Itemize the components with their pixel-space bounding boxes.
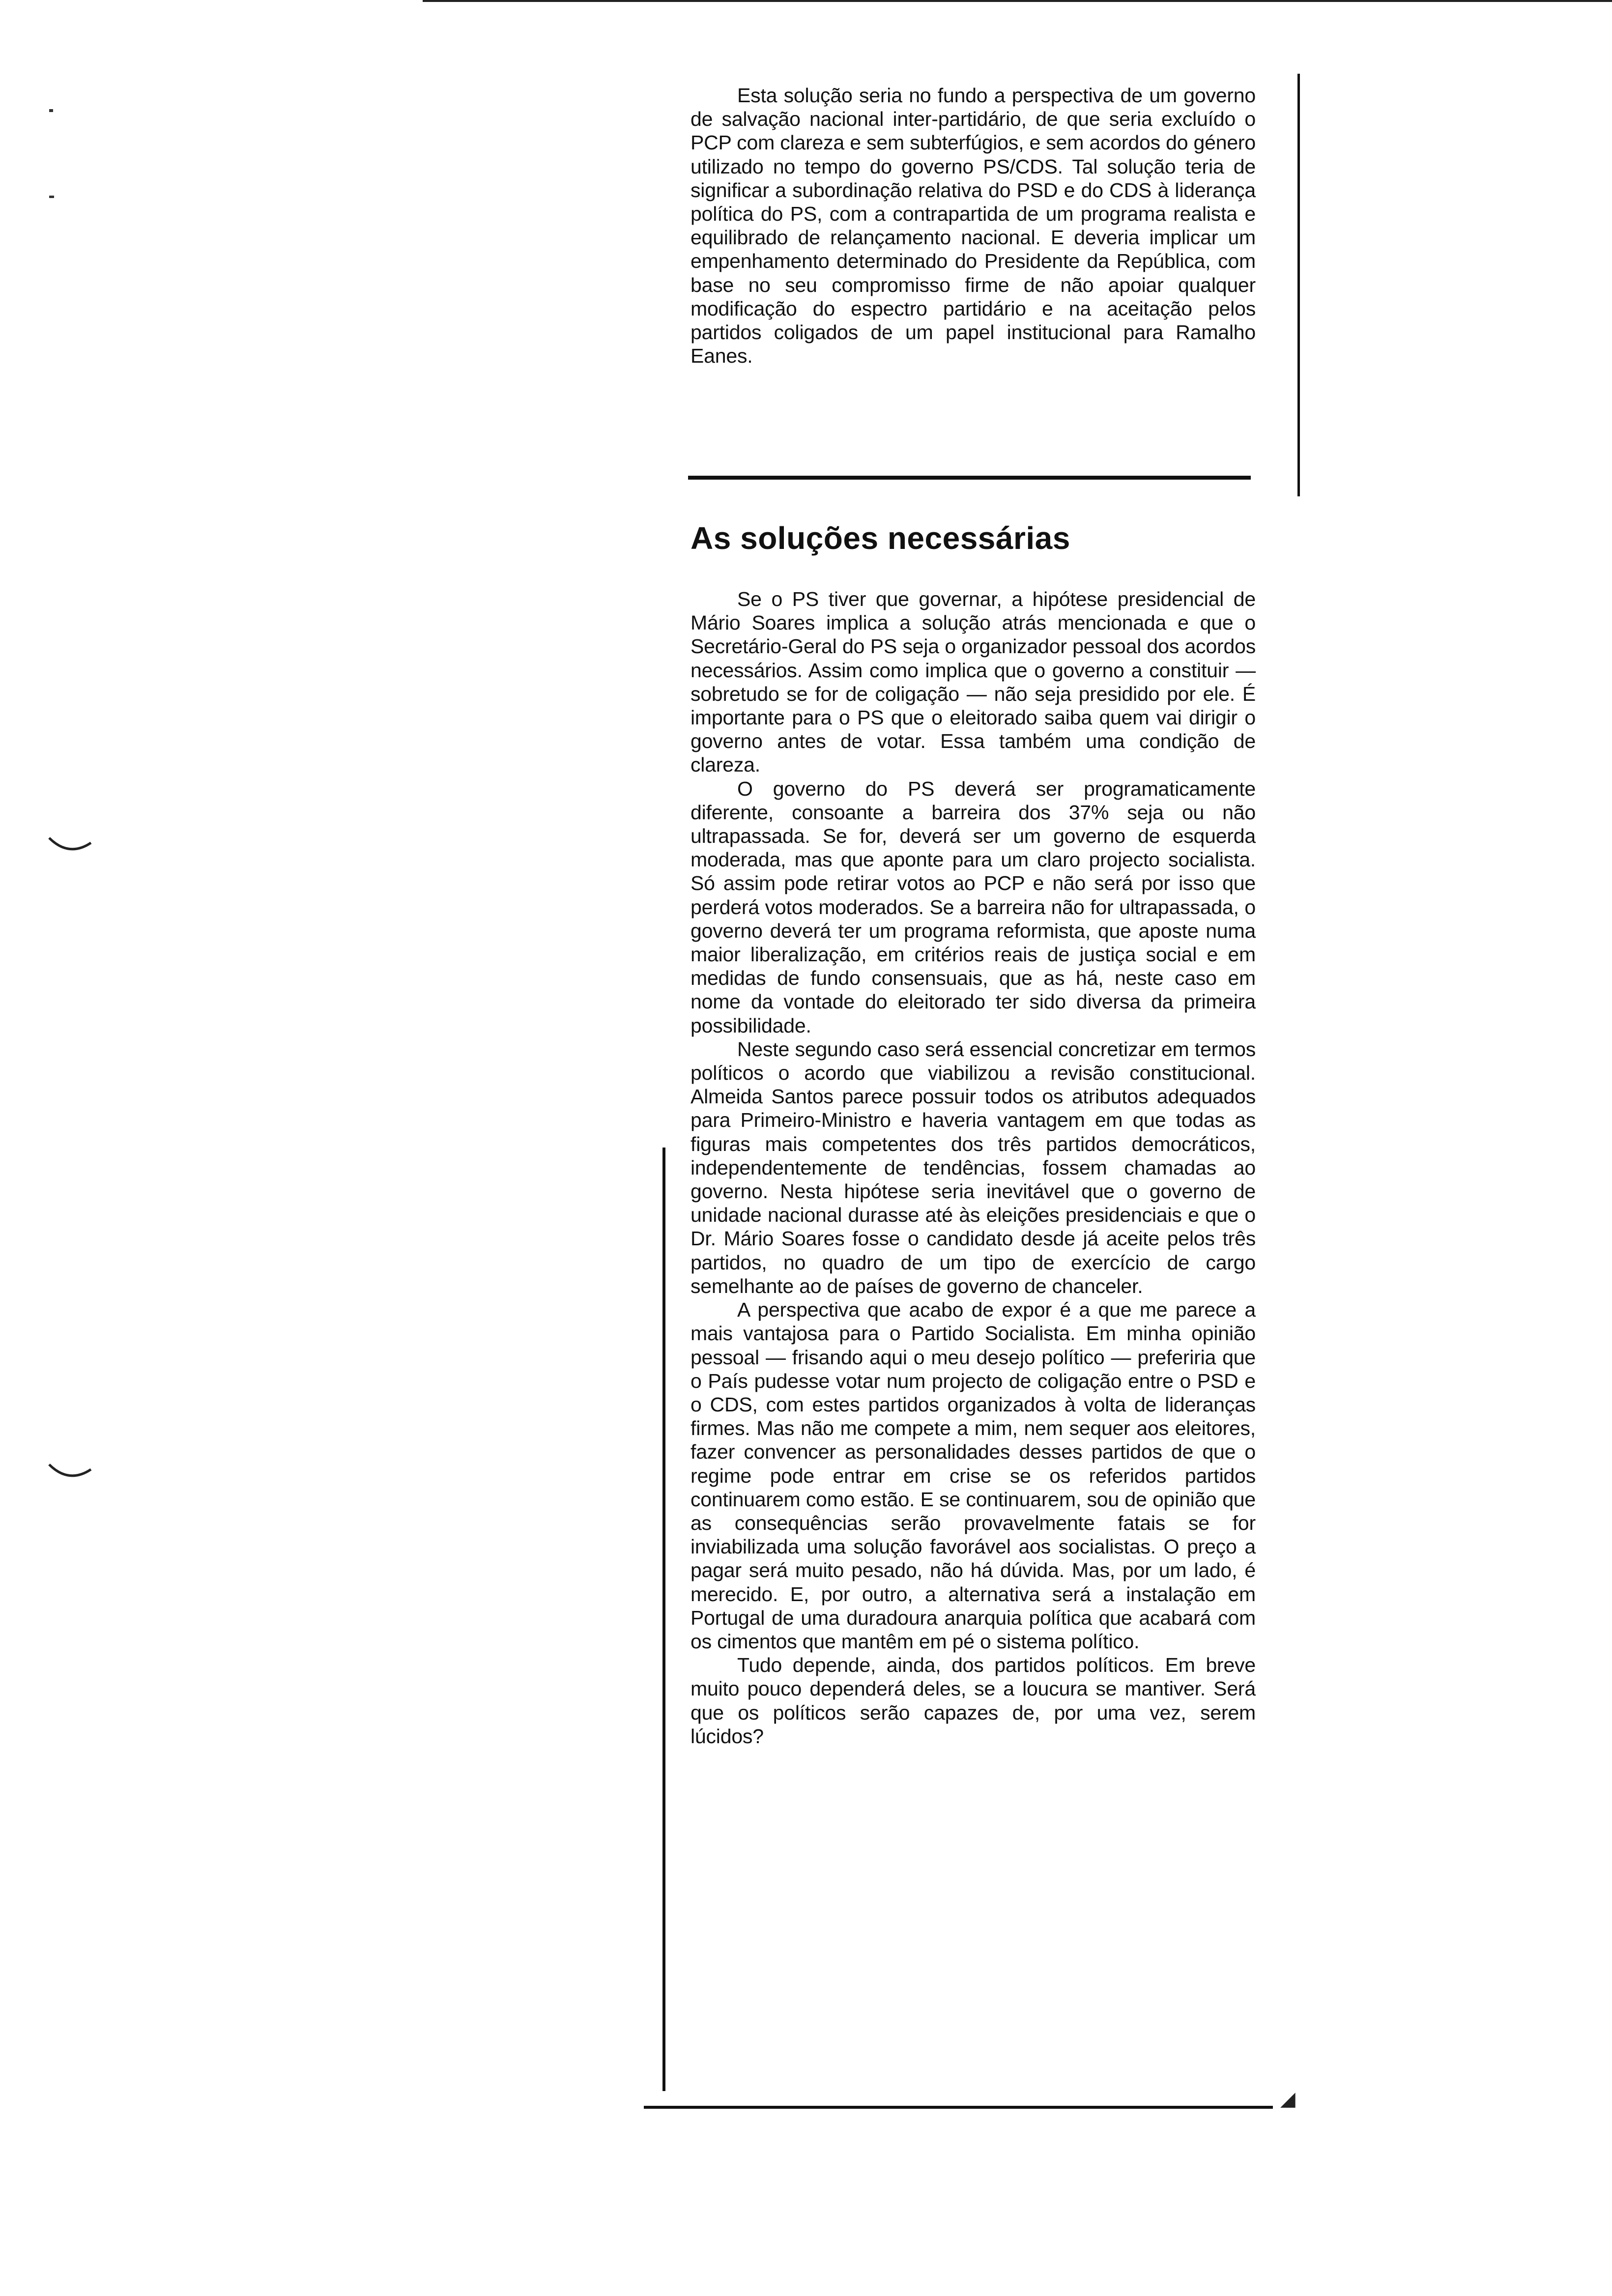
section-heading-block (691, 518, 1256, 558)
body-left-vertical-rule (662, 1148, 665, 2091)
binding-mark-icon-bottom (47, 1462, 96, 1482)
body-paragraph-3: Neste segundo caso será essencial concretizar em termos políticos o acordo que viabilizou a revisão constitucional. Almeida Santos parece possuir todos os atributos adequados para Primeiro-Ministro e haveria vantagem em que todas as figuras mais competentes dos três partidos democráticos, independentemente de tendências, fossem chamadas ao governo. Nesta hipótese seria inevitável que o governo de unidade nacional durasse até às eleições presidenciais e que o Dr. Mário Soares fosse o candidato desde já aceite pelos três partidos, no quadro de um tipo de exercício de cargo semelhante ao de países de governo de chanceler. (691, 1037, 1256, 1297)
intro-bottom-rule (688, 476, 1251, 480)
body-paragraph-5: Tudo depende, ainda, dos partidos políticos. Em breve muito pouco dependerá deles, se a loucura se mantiver. Será que os políticos serão capazes de, por uma vez, serem lúcidos? (691, 1654, 1256, 1748)
intro-right-vertical-rule (1297, 74, 1300, 496)
body-paragraph-2: O governo do PS deverá ser programaticamente diferente, consoante a barreira dos 37% seja ou não ultrapassada. Se for, deverá ser um governo de esquerda moderada, mas que aponte para um claro projecto socialista. Só assim pode retirar votos ao PCP e não será por isso que perderá votos moderados. Se a barreira não for ultrapassada, o governo deverá ter um programa reformista, que aposte numa maior liberalização, em critérios reais de justiça social e em medidas de fundo consensuais, que as há, neste caso em nome da vontade do eleitorado ter sido diversa da primeira possibilidade. (691, 777, 1256, 1037)
page-top-edge-line (423, 0, 1612, 2)
section-heading: As soluções necessárias (691, 520, 1070, 556)
article-body (691, 587, 1256, 1748)
article-bottom-rule (644, 2106, 1273, 2109)
dust-speck-icon (49, 196, 54, 198)
end-mark-icon: ◢ (1280, 2088, 1295, 2110)
dust-speck-icon (49, 109, 53, 112)
intro-paragraph: Esta solução seria no fundo a perspectiva de um governo de salvação nacional inter-partidário, de que seria excluído o PCP com clareza e sem subterfúgios, e sem acordos do género utilizado no tempo do governo PS/CDS. Tal solução teria de significar a subordinação relativa do PSD e do CDS à liderança política do PS, com a contrapartida de um programa realista e equilibrado de relançamento nacional. E deveria implicar um empenhamento determinado do Presidente da República, com base no seu compromisso firme de não apoiar qualquer modificação do espectro partidário e na aceitação pelos partidos coligados de um papel institucional para Ramalho Eanes. (691, 84, 1256, 368)
intro-block (691, 84, 1256, 368)
binding-mark-icon-top (47, 835, 96, 855)
body-paragraph-1: Se o PS tiver que governar, a hipótese presidencial de Mário Soares implica a solução atrás mencionada e que o Secretário-Geral do PS seja o organizador pessoal dos acordos necessários. Assim como implica que o governo a constituir — sobretudo se for de coligação — não seja presidido por ele. É importante para o PS que o eleitorado saiba quem vai dirigir o governo antes de votar. Essa também uma condição de clareza. (691, 588, 1256, 776)
body-paragraph-4: A perspectiva que acabo de expor é a que me parece a mais vantajosa para o Partido Socialista. Em minha opinião pessoal — frisando aqui o meu desejo político — preferiria que o País pudesse votar num projecto de coligação entre o PSD e o CDS, com estes partidos organizados à volta de lideranças firmes. Mas não me compete a mim, nem sequer aos eleitores, fazer convencer as personalidades desses partidos de que o regime pode entrar em crise se os referidos partidos continuarem como estão. E se continuarem, sou de opinião que as consequências serão provavelmente fatais se for inviabilizada uma solução favorável aos socialistas. O preço a pagar será muito pesado, não há dúvida. Mas, por um lado, é merecido. E, por outro, a alternativa será a instalação em Portugal de uma duradoura anarquia política que acabará com os cimentos que mantêm em pé o sistema político. (691, 1298, 1256, 1653)
